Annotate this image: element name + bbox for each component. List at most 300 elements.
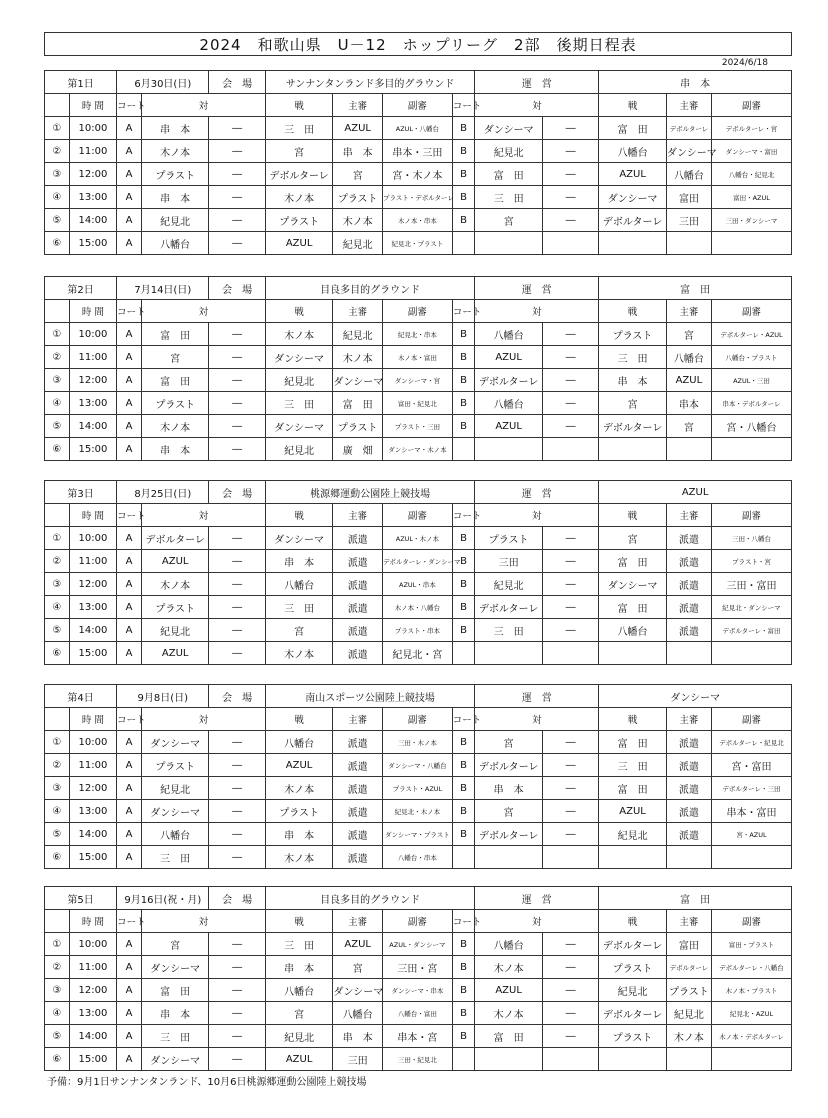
assistant-referees: 紀見北・串本 bbox=[382, 323, 452, 346]
match-row bbox=[45, 619, 792, 642]
versus-dash: ― bbox=[209, 642, 265, 665]
versus-header-2: 戦 bbox=[265, 910, 333, 933]
team-away: 紀見北 bbox=[265, 438, 333, 461]
team-away: 串 本 bbox=[265, 823, 333, 846]
time-header: 時 間 bbox=[69, 94, 116, 117]
assistant-referees: 串本・宮 bbox=[382, 1025, 452, 1048]
team-home: 木ノ本 bbox=[475, 1002, 543, 1025]
kickoff-time: 14:00 bbox=[69, 619, 116, 642]
team-away: 富 田 bbox=[599, 731, 667, 754]
match-row bbox=[45, 933, 792, 956]
assistant-referees: プラスト・串本 bbox=[382, 619, 452, 642]
assistant-referees: ダンシーマ・串本 bbox=[382, 979, 452, 1002]
versus-dash: ― bbox=[542, 117, 598, 140]
versus-dash: ― bbox=[209, 1002, 265, 1025]
assistant-referees: 三田・宮 bbox=[382, 956, 452, 979]
team-away: 三 田 bbox=[599, 754, 667, 777]
versus-dash: ― bbox=[209, 846, 265, 869]
team-home: 八幡台 bbox=[475, 323, 543, 346]
referee: 派遣 bbox=[666, 731, 711, 754]
venue-label: 会 場 bbox=[209, 71, 265, 94]
referee: 派遣 bbox=[666, 596, 711, 619]
court-a: A bbox=[117, 369, 142, 392]
team-home: 木ノ本 bbox=[141, 140, 209, 163]
referee: 派遣 bbox=[666, 777, 711, 800]
court-b: B bbox=[452, 415, 475, 438]
kickoff-time: 12:00 bbox=[69, 979, 116, 1002]
match-number: ③ bbox=[45, 777, 70, 800]
referee: 紀見北 bbox=[666, 1002, 711, 1025]
assistant-referees: 八幡台・串本 bbox=[382, 846, 452, 869]
team-home: AZUL bbox=[141, 642, 209, 665]
court-b: B bbox=[452, 550, 475, 573]
assistant-referees: プラスト・AZUL bbox=[382, 777, 452, 800]
assistant-referees: 串本・三田 bbox=[382, 140, 452, 163]
match-row bbox=[45, 979, 792, 1002]
team-home: プラスト bbox=[475, 527, 543, 550]
assistant-referees: AZUL・木ノ本 bbox=[382, 527, 452, 550]
versus-dash: ― bbox=[542, 369, 598, 392]
assistant-referees: AZUL・ダンシーマ bbox=[382, 933, 452, 956]
assistant-referees bbox=[711, 232, 791, 255]
team-home: ダンシーマ bbox=[141, 956, 209, 979]
match-row bbox=[45, 140, 792, 163]
venue-label: 会 場 bbox=[209, 685, 265, 708]
match-row bbox=[45, 1048, 792, 1071]
referee: 派遣 bbox=[666, 619, 711, 642]
team-home: 八幡台 bbox=[141, 232, 209, 255]
assistant-referees: 宮・富田 bbox=[711, 754, 791, 777]
versus-dash: ― bbox=[209, 117, 265, 140]
referee: 派遣 bbox=[333, 573, 383, 596]
team-away: AZUL bbox=[599, 800, 667, 823]
venue-name: 目良多目的グラウンド bbox=[265, 887, 475, 910]
versus-dash: ― bbox=[209, 823, 265, 846]
court-a: A bbox=[117, 642, 142, 665]
versus-dash: ― bbox=[209, 163, 265, 186]
team-away: 木ノ本 bbox=[265, 642, 333, 665]
court-header: コート bbox=[452, 504, 475, 527]
referee: 派遣 bbox=[333, 846, 383, 869]
referee: 派遣 bbox=[666, 550, 711, 573]
team-away: 八幡台 bbox=[265, 573, 333, 596]
team-away: デボルターレ bbox=[265, 163, 333, 186]
team-away: 富 田 bbox=[599, 596, 667, 619]
assistant-referees: ダンシーマ・宮 bbox=[382, 369, 452, 392]
court-a: A bbox=[117, 323, 142, 346]
versus-dash: ― bbox=[209, 186, 265, 209]
team-home: 富 田 bbox=[475, 163, 543, 186]
court-a: A bbox=[117, 979, 142, 1002]
match-row bbox=[45, 415, 792, 438]
referee: 串 本 bbox=[333, 1025, 383, 1048]
schedule-table bbox=[44, 480, 792, 665]
assistant-header: 副審 bbox=[711, 910, 791, 933]
court-header: コート bbox=[117, 504, 142, 527]
referee: 派遣 bbox=[333, 596, 383, 619]
versus-dash: ― bbox=[209, 209, 265, 232]
assistant-referees: AZUL・串本 bbox=[382, 573, 452, 596]
schedule-table bbox=[44, 886, 792, 1071]
versus-dash: ― bbox=[209, 979, 265, 1002]
match-number: ⑤ bbox=[45, 823, 70, 846]
team-away: 八幡台 bbox=[265, 731, 333, 754]
versus-dash: ― bbox=[542, 823, 598, 846]
team-away: デボルターレ bbox=[599, 415, 667, 438]
kickoff-time: 15:00 bbox=[69, 846, 116, 869]
issue-date: 2024/6/18 bbox=[721, 58, 768, 68]
team-home: デボルターレ bbox=[475, 754, 543, 777]
team-away: 木ノ本 bbox=[265, 777, 333, 800]
team-home: プラスト bbox=[141, 596, 209, 619]
team-away: ダンシーマ bbox=[599, 573, 667, 596]
kickoff-time: 14:00 bbox=[69, 1025, 116, 1048]
operator-name: 富 田 bbox=[599, 277, 792, 300]
team-home: 三 田 bbox=[475, 619, 543, 642]
court-b: B bbox=[452, 619, 475, 642]
match-number: ⑤ bbox=[45, 209, 70, 232]
court-b: B bbox=[452, 956, 475, 979]
court-header: コート bbox=[452, 94, 475, 117]
referee: デボルターレ bbox=[666, 117, 711, 140]
referee: 派遣 bbox=[666, 527, 711, 550]
referee: プラスト bbox=[333, 186, 383, 209]
team-home: 串 本 bbox=[141, 186, 209, 209]
referee-header: 主審 bbox=[666, 300, 711, 323]
court-b: B bbox=[452, 140, 475, 163]
court-b: B bbox=[452, 163, 475, 186]
referee-header: 主審 bbox=[666, 910, 711, 933]
team-home: デボルターレ bbox=[475, 369, 543, 392]
court-b: B bbox=[452, 800, 475, 823]
operator-name: ダンシーマ bbox=[599, 685, 792, 708]
match-number: ⑥ bbox=[45, 438, 70, 461]
versus-dash: ― bbox=[542, 392, 598, 415]
court-a: A bbox=[117, 550, 142, 573]
assistant-referees: 八幡台・プラスト bbox=[711, 346, 791, 369]
versus-header-2: 戦 bbox=[599, 300, 667, 323]
assistant-header: 副審 bbox=[382, 708, 452, 731]
assistant-header: 副審 bbox=[382, 910, 452, 933]
operator-name: AZUL bbox=[599, 481, 792, 504]
court-b: B bbox=[452, 777, 475, 800]
assistant-header: 副審 bbox=[711, 94, 791, 117]
court-a: A bbox=[117, 619, 142, 642]
team-away: 木ノ本 bbox=[265, 323, 333, 346]
match-number: ③ bbox=[45, 163, 70, 186]
time-header: 時 間 bbox=[69, 504, 116, 527]
versus-header: 対 bbox=[475, 300, 599, 323]
court-a: A bbox=[117, 392, 142, 415]
assistant-referees: 木ノ本・八幡台 bbox=[382, 596, 452, 619]
team-away: プラスト bbox=[265, 800, 333, 823]
versus-dash: ― bbox=[542, 550, 598, 573]
versus-header-2: 戦 bbox=[265, 504, 333, 527]
team-away: ダンシーマ bbox=[265, 415, 333, 438]
round-block bbox=[44, 70, 792, 255]
team-home: 木ノ本 bbox=[141, 573, 209, 596]
page-title: 2024 和歌山県 U－12 ホップリーグ 2部 後期日程表 bbox=[44, 32, 792, 56]
versus-dash: ― bbox=[209, 1025, 265, 1048]
assistant-referees: 串本・富田 bbox=[711, 800, 791, 823]
match-row bbox=[45, 346, 792, 369]
match-number: ⑤ bbox=[45, 1025, 70, 1048]
court-a: A bbox=[117, 527, 142, 550]
kickoff-time: 15:00 bbox=[69, 642, 116, 665]
match-row bbox=[45, 846, 792, 869]
assistant-referees: デボルターレ・ダンシーマ bbox=[382, 550, 452, 573]
team-away: 木ノ本 bbox=[265, 186, 333, 209]
assistant-referees: 三田・富田 bbox=[711, 573, 791, 596]
versus-dash: ― bbox=[542, 596, 598, 619]
referee bbox=[666, 438, 711, 461]
versus-dash: ― bbox=[209, 777, 265, 800]
team-away: 宮 bbox=[599, 392, 667, 415]
referee-header: 主審 bbox=[333, 708, 383, 731]
versus-dash: ― bbox=[542, 754, 598, 777]
assistant-referees: AZUL・三田 bbox=[711, 369, 791, 392]
court-a: A bbox=[117, 1048, 142, 1071]
kickoff-time: 13:00 bbox=[69, 186, 116, 209]
referee: 木ノ本 bbox=[333, 209, 383, 232]
versus-dash: ― bbox=[542, 731, 598, 754]
schedule-table bbox=[44, 684, 792, 869]
versus-dash: ― bbox=[209, 956, 265, 979]
schedule-table bbox=[44, 276, 792, 461]
assistant-referees bbox=[711, 846, 791, 869]
team-away: ダンシーマ bbox=[599, 186, 667, 209]
court-a: A bbox=[117, 573, 142, 596]
referee: 宮 bbox=[666, 323, 711, 346]
assistant-referees: デボルターレ・AZUL bbox=[711, 323, 791, 346]
operator-label: 運 営 bbox=[475, 887, 599, 910]
court-b: B bbox=[452, 392, 475, 415]
team-away: 富 田 bbox=[599, 550, 667, 573]
team-away: 八幡台 bbox=[265, 979, 333, 1002]
team-home: 串 本 bbox=[475, 777, 543, 800]
assistant-referees: AZUL・八幡台 bbox=[382, 117, 452, 140]
court-b bbox=[452, 846, 475, 869]
team-home: ダンシーマ bbox=[141, 800, 209, 823]
versus-header: 対 bbox=[141, 300, 265, 323]
court-b bbox=[452, 642, 475, 665]
round-date: 8月25日(日) bbox=[117, 481, 209, 504]
team-home: ダンシーマ bbox=[475, 117, 543, 140]
venue-name: 目良多目的グラウンド bbox=[265, 277, 475, 300]
assistant-referees: ダンシーマ・木ノ本 bbox=[382, 438, 452, 461]
kickoff-time: 10:00 bbox=[69, 527, 116, 550]
assistant-referees: 三田・紀見北 bbox=[382, 1048, 452, 1071]
kickoff-time: 14:00 bbox=[69, 415, 116, 438]
team-home: 宮 bbox=[475, 731, 543, 754]
court-header: コート bbox=[452, 300, 475, 323]
court-a: A bbox=[117, 186, 142, 209]
referee: 宮 bbox=[333, 163, 383, 186]
versus-dash: ― bbox=[542, 573, 598, 596]
team-away: 八幡台 bbox=[599, 140, 667, 163]
assistant-referees: 木ノ本・プラスト bbox=[711, 979, 791, 1002]
court-a: A bbox=[117, 1002, 142, 1025]
match-row bbox=[45, 731, 792, 754]
team-home: 宮 bbox=[141, 346, 209, 369]
team-home bbox=[475, 846, 543, 869]
team-home: 三 田 bbox=[141, 1025, 209, 1048]
court-a: A bbox=[117, 823, 142, 846]
assistant-referees: 八幡台・富田 bbox=[382, 1002, 452, 1025]
assistant-referees: デボルターレ・三田 bbox=[711, 777, 791, 800]
match-row bbox=[45, 800, 792, 823]
team-home: 八幡台 bbox=[475, 933, 543, 956]
team-away bbox=[599, 438, 667, 461]
operator-name: 富 田 bbox=[599, 887, 792, 910]
team-home: 紀見北 bbox=[141, 209, 209, 232]
assistant-referees: デボルターレ・宮 bbox=[711, 117, 791, 140]
kickoff-time: 14:00 bbox=[69, 209, 116, 232]
team-away: 三 田 bbox=[265, 392, 333, 415]
referee bbox=[666, 846, 711, 869]
match-row bbox=[45, 1025, 792, 1048]
referee-header: 主審 bbox=[666, 708, 711, 731]
assistant-referees: デボルターレ・八幡台 bbox=[711, 956, 791, 979]
match-number: ③ bbox=[45, 979, 70, 1002]
versus-dash: ― bbox=[209, 596, 265, 619]
assistant-referees: ダンシーマ・プラスト bbox=[382, 823, 452, 846]
court-a: A bbox=[117, 800, 142, 823]
assistant-referees: 富田・紀見北 bbox=[382, 392, 452, 415]
assistant-referees: 三田・木ノ本 bbox=[382, 731, 452, 754]
team-away: 木ノ本 bbox=[265, 846, 333, 869]
court-a: A bbox=[117, 596, 142, 619]
court-b: B bbox=[452, 933, 475, 956]
versus-dash: ― bbox=[209, 731, 265, 754]
versus-dash: ― bbox=[542, 777, 598, 800]
match-number: ① bbox=[45, 933, 70, 956]
court-b: B bbox=[452, 1025, 475, 1048]
team-away: 富 田 bbox=[599, 777, 667, 800]
assistant-header: 副審 bbox=[382, 504, 452, 527]
versus-dash: ― bbox=[209, 369, 265, 392]
referee: 富田 bbox=[666, 186, 711, 209]
court-a: A bbox=[117, 209, 142, 232]
referee: 八幡台 bbox=[666, 163, 711, 186]
team-home: 八幡台 bbox=[141, 823, 209, 846]
team-home: AZUL bbox=[475, 346, 543, 369]
team-home bbox=[475, 1048, 543, 1071]
match-number: ④ bbox=[45, 1002, 70, 1025]
match-row bbox=[45, 527, 792, 550]
match-number: ⑥ bbox=[45, 232, 70, 255]
versus-header-2: 戦 bbox=[599, 94, 667, 117]
referee: 派遣 bbox=[333, 777, 383, 800]
referee: デボルターレ bbox=[666, 956, 711, 979]
court-b: B bbox=[452, 346, 475, 369]
match-number: ⑥ bbox=[45, 846, 70, 869]
versus-dash: ― bbox=[209, 323, 265, 346]
assistant-referees: ダンシーマ・八幡台 bbox=[382, 754, 452, 777]
team-home: プラスト bbox=[141, 163, 209, 186]
assistant-referees: 木ノ本・串本 bbox=[382, 209, 452, 232]
assistant-header: 副審 bbox=[711, 300, 791, 323]
referee: 富田 bbox=[666, 933, 711, 956]
match-row bbox=[45, 956, 792, 979]
assistant-referees: 紀見北・木ノ本 bbox=[382, 800, 452, 823]
versus-dash: ― bbox=[209, 392, 265, 415]
team-away: 串 本 bbox=[599, 369, 667, 392]
kickoff-time: 12:00 bbox=[69, 777, 116, 800]
round-label: 第4日 bbox=[45, 685, 117, 708]
versus-dash: ― bbox=[542, 209, 598, 232]
referee: 紀見北 bbox=[333, 323, 383, 346]
venue-name: 桃源郷運動公園陸上競技場 bbox=[265, 481, 475, 504]
team-home bbox=[475, 232, 543, 255]
operator-name: 串 本 bbox=[599, 71, 792, 94]
kickoff-time: 13:00 bbox=[69, 1002, 116, 1025]
kickoff-time: 12:00 bbox=[69, 163, 116, 186]
referee: ダンシーマ bbox=[666, 140, 711, 163]
team-away: 三 田 bbox=[265, 933, 333, 956]
assistant-referees: 紀見北・宮 bbox=[382, 642, 452, 665]
team-home: 宮 bbox=[141, 933, 209, 956]
court-header: コート bbox=[117, 708, 142, 731]
team-away: デボルターレ bbox=[599, 209, 667, 232]
team-away bbox=[599, 642, 667, 665]
court-b: B bbox=[452, 369, 475, 392]
team-home: 富 田 bbox=[141, 979, 209, 1002]
kickoff-time: 12:00 bbox=[69, 369, 116, 392]
team-away: AZUL bbox=[265, 232, 333, 255]
referee: AZUL bbox=[333, 933, 383, 956]
versus-header: 対 bbox=[141, 708, 265, 731]
kickoff-time: 12:00 bbox=[69, 573, 116, 596]
team-home: AZUL bbox=[475, 415, 543, 438]
versus-dash: ― bbox=[542, 979, 598, 1002]
time-header: 時 間 bbox=[69, 708, 116, 731]
round-date: 7月14日(日) bbox=[117, 277, 209, 300]
referee: 派遣 bbox=[666, 823, 711, 846]
versus-header: 対 bbox=[141, 504, 265, 527]
referee: 派遣 bbox=[333, 527, 383, 550]
match-row bbox=[45, 323, 792, 346]
team-home: 串 本 bbox=[141, 117, 209, 140]
blank-header bbox=[45, 94, 70, 117]
versus-dash: ― bbox=[209, 415, 265, 438]
assistant-referees: 木ノ本・デボルターレ bbox=[711, 1025, 791, 1048]
court-a: A bbox=[117, 140, 142, 163]
court-a: A bbox=[117, 232, 142, 255]
team-away: 宮 bbox=[265, 140, 333, 163]
match-row bbox=[45, 823, 792, 846]
referee: 派遣 bbox=[333, 823, 383, 846]
referee: 派遣 bbox=[333, 754, 383, 777]
assistant-referees: 木ノ本・富田 bbox=[382, 346, 452, 369]
match-number: ② bbox=[45, 550, 70, 573]
referee: 三田 bbox=[666, 209, 711, 232]
match-number: ④ bbox=[45, 596, 70, 619]
match-row bbox=[45, 392, 792, 415]
team-away: AZUL bbox=[599, 163, 667, 186]
court-b: B bbox=[452, 731, 475, 754]
versus-dash: ― bbox=[542, 956, 598, 979]
versus-dash: ― bbox=[209, 527, 265, 550]
operator-label: 運 営 bbox=[475, 685, 599, 708]
referee: AZUL bbox=[666, 369, 711, 392]
court-header: コート bbox=[452, 708, 475, 731]
versus-dash: ― bbox=[542, 140, 598, 163]
round-label: 第1日 bbox=[45, 71, 117, 94]
versus-dash: ― bbox=[209, 438, 265, 461]
match-row bbox=[45, 777, 792, 800]
court-b bbox=[452, 438, 475, 461]
